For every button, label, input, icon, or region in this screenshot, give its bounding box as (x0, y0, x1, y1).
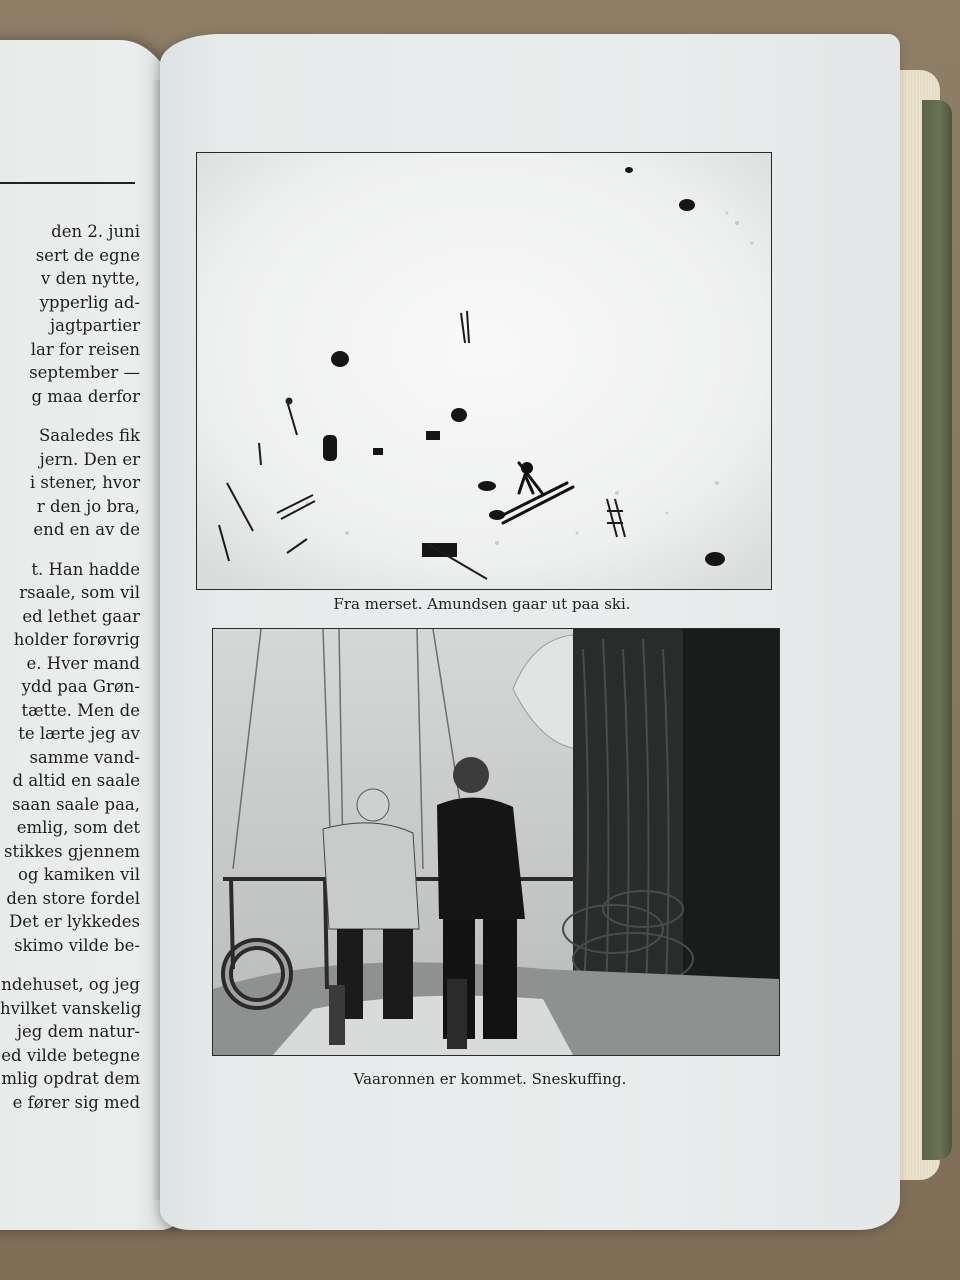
text-line: den 2. juni (51, 222, 140, 241)
text-line: g maa derfor (31, 386, 140, 406)
text-line: Saaledes fik (38, 426, 140, 445)
header-rule (0, 182, 135, 184)
text-line: hvilket vanskelig (0, 998, 142, 1018)
text-line: sert de egne (35, 245, 140, 265)
text-line: ed lethet gaar (22, 606, 140, 626)
text-line: saan saale paa, (12, 794, 140, 814)
text-line: samme vand- (29, 747, 140, 767)
text-line: Det er lykkedes (9, 912, 140, 931)
left-page-text (0, 220, 140, 1114)
text-line: jeg dem natur- (16, 1022, 140, 1041)
photo1-caption: Fra merset. Amundsen gaar ut paa ski. (333, 595, 631, 613)
text-line: ydd paa Grøn- (21, 677, 140, 696)
paragraph-gap (0, 542, 140, 558)
paragraph-gap (0, 408, 140, 424)
text-line: ypperlig ad- (39, 292, 140, 312)
text-line: lar for reisen (30, 339, 140, 359)
text-line: d altid en saale (12, 771, 140, 790)
photo-from-masthead-image (197, 153, 771, 589)
text-line: end en av de (33, 520, 140, 539)
text-line: jern. Den er (39, 449, 140, 469)
text-line: te lærte jeg av (18, 724, 140, 743)
text-line: ed vilde betegne (1, 1045, 140, 1065)
text-line: tætte. Men de (21, 700, 140, 720)
book-cover (922, 100, 952, 1160)
text-line: og kamiken vil (17, 865, 140, 884)
text-line: emlig, som det (16, 818, 140, 837)
text-line: e fører sig med (12, 1092, 140, 1112)
photo-from-masthead (196, 152, 772, 590)
text-line: rsaale, som vil (19, 583, 140, 602)
text-line: september — (29, 363, 140, 382)
photo-deck-shoveling-image (213, 629, 779, 1055)
text-line: r den jo bra, (36, 496, 140, 516)
text-line: ndehuset, og jeg (1, 975, 140, 994)
text-line: t. Han hadde (31, 559, 140, 579)
text-line: v den nytte, (41, 269, 140, 288)
text-line: skimo vilde be- (14, 935, 140, 955)
text-line: mlig opdrat dem (1, 1069, 140, 1088)
text-line: e. Hver mand (26, 653, 140, 673)
photo2-caption: Vaaronnen er kommet. Sneskuffing. (353, 1070, 627, 1088)
text-line: den store fordel (6, 888, 140, 908)
photo-deck-shoveling (212, 628, 780, 1056)
text-line: jagtpartier (50, 316, 140, 335)
text-line: stikkes gjennem (4, 841, 140, 861)
text-line: i stener, hvor (29, 473, 140, 492)
text-line: holder forøvrig (13, 630, 140, 649)
paragraph-gap (0, 957, 140, 973)
